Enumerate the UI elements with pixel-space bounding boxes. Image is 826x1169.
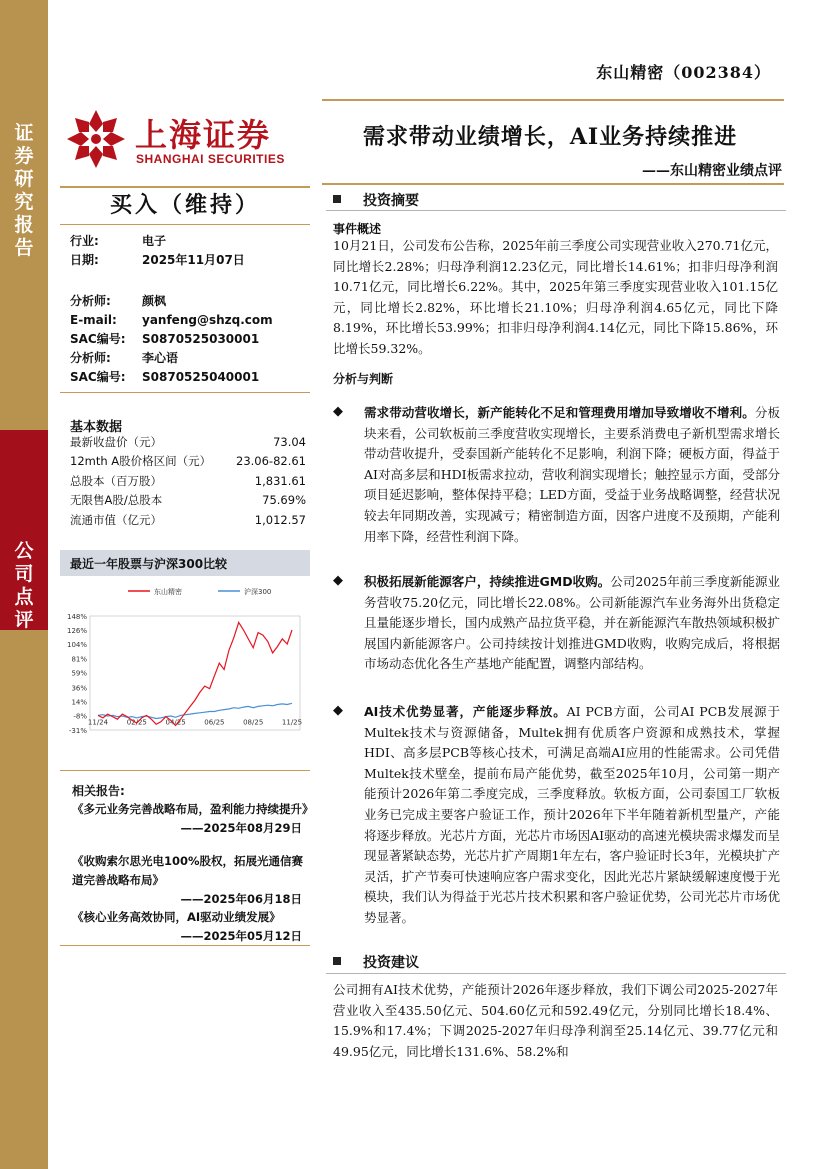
- event-overview-label: 事件概述: [333, 222, 382, 236]
- related-rule-bottom: [60, 945, 310, 946]
- analyst-email-row: E-mail: yanfeng@shzq.com: [70, 313, 273, 327]
- y-tick-label: 36%: [71, 684, 87, 693]
- square-bullet-icon: [333, 957, 341, 965]
- chart-canvas: [60, 576, 310, 745]
- related-rule: [60, 770, 310, 771]
- stock-chart: [60, 550, 310, 745]
- sidebar-char: 公: [14, 540, 34, 562]
- section-header-summary: 投资摘要: [333, 190, 419, 210]
- logo-text-en: SHANGHAI SECURITIES: [136, 152, 285, 166]
- sidebar-char: 券: [14, 145, 34, 167]
- x-tick-label: 02/25: [126, 718, 147, 727]
- analyst-row: 分析师: 颜枫: [70, 294, 167, 308]
- analysis-point: 需求带动营收增长，新产能转化不足和管理费用增加导致增收不增利。分板块来看，公司软板前三季度营收实现增长，主要系消费电子新机型需求增长带动营收提升，受泰国新产能转化不足影响，利润下降；硬板方面，得益于AI对高多层和HDI板需求拉动，营收利润实现增长；触控显示方面，受部分项目延迟影响，整体保持平稳；LED方面，受益于业务战略调整，经营状况较去年同期改善，实现减亏；精密制造方面，因客户进度不及预期，产能利用率下降，经营性利润下降。: [364, 405, 780, 544]
- section-header-advice: 投资建议: [333, 952, 419, 972]
- sidebar-char: 研: [14, 168, 34, 190]
- y-tick-label: -8%: [73, 712, 87, 721]
- rating: 买入（维持）: [109, 192, 260, 218]
- analysis-label: 分析与判断: [333, 372, 394, 386]
- chart-title: 最近一年股票与沪深300比较: [60, 550, 310, 576]
- related-report-title: 《多元业务完善战略布局，盈利能力持续提升》: [72, 802, 314, 816]
- related-report-date: ——2025年08月29日: [180, 821, 302, 835]
- basic-data-label: 流通市值（亿元）: [70, 512, 162, 527]
- basic-data-row: [70, 510, 306, 530]
- subhead-rule: [322, 183, 784, 185]
- report-type-label: [8, 122, 40, 260]
- event-overview-text: 10月21日，公司发布公告称，2025年前三季度公司实现营业收入270.71亿元，同比增长2.28%；归母净利润12.23亿元，同比增长14.61%；扣非归母净利润10.71亿元，同比增长6.22%。其中，2025年第三季度实现营业收入101.15亿元，同比增长2.82%，环比增长21.10%；归母净利润4.65亿元，同比下降8.19%，环比增长53.99%；扣非归母净利润4.14亿元，同比下降15.86%，环比增长59.32%。: [333, 238, 778, 356]
- y-tick-label: 59%: [71, 669, 87, 678]
- sidebar-char: 司: [14, 563, 34, 585]
- info-row-industry: 行业: 电子: [70, 234, 167, 248]
- y-tick-label: 81%: [71, 655, 87, 664]
- info-list: [70, 232, 245, 270]
- related-report-title: 《核心业务高效协同，AI驱动业绩发展》: [72, 910, 281, 924]
- diamond-bullet-icon: ◆: [333, 404, 343, 419]
- basic-data-label: 最新收盘价（元）: [70, 434, 162, 449]
- report-headline: 需求带动业绩增长，AI业务持续推进: [362, 124, 738, 150]
- basic-data-value: 23.06-82.61: [236, 454, 306, 469]
- legend-label: 沪深300: [244, 588, 272, 596]
- series-line-0: [98, 622, 292, 725]
- basic-data-value: 73.04: [273, 434, 306, 449]
- x-tick-label: 04/25: [165, 718, 186, 727]
- sidebar-char: 告: [14, 237, 34, 259]
- square-bullet-icon: [333, 195, 341, 203]
- y-tick-label: 104%: [66, 641, 87, 650]
- x-tick-label: 11/25: [281, 718, 303, 727]
- sidebar-char: 究: [14, 191, 34, 213]
- x-tick-label: 08/25: [243, 718, 264, 727]
- sidebar-char: 评: [14, 609, 34, 631]
- analyst-sac-row: SAC编号: S0870525040001: [70, 370, 260, 384]
- related-report-title: 《收购索尔思光电100%股权，拓展光通信赛道完善战略布局》: [72, 854, 304, 887]
- basic-data-row: [70, 452, 306, 472]
- investment-advice-text: 公司拥有AI技术优势，产能预计2026年逐步释放，我们下调公司2025-2027年营业收入至435.50亿元、504.60亿元和592.49亿元，分别同比增长18.4%、15.9%和17.4%；下调2025-2027年归母净利润至25.14亿元、39.77亿元和49.95亿元，同比增长131.6%、58.2%和: [333, 982, 778, 1059]
- sidebar-char: 证: [14, 122, 34, 144]
- basic-data-row: [70, 471, 306, 491]
- rating-rule-bottom: [60, 224, 310, 225]
- analysis-point: 积极拓展新能源客户，持续推进GMD收购。公司2025年前三季度新能源业务营收75.20亿元，同比增长22.08%。公司新能源汽车业务海外出货稳定且量能逐步增长，国内成熟产品拉货平稳，并在新能源汽车散热领域积极扩展国内新能源客户。公司持续按计划推进GMD收购，收购完成后，将根据市场动态优化各生产基地产能配置，调整内部结构。: [364, 574, 780, 672]
- basic-data-label: 总股本（百万股）: [70, 473, 162, 488]
- logo-mark-icon: [65, 108, 127, 170]
- basic-data-table: [70, 432, 306, 530]
- related-report-date: ——2025年05月12日: [180, 929, 302, 943]
- basic-data-value: 1,831.61: [254, 473, 306, 488]
- sidebar-char: 报: [14, 214, 34, 236]
- y-tick-label: 126%: [66, 627, 87, 636]
- company-code: 东山精密（002384）: [596, 63, 771, 82]
- analyst-row: 分析师: 李心语: [70, 351, 179, 365]
- x-tick-label: 06/25: [204, 718, 225, 727]
- related-report-date: ——2025年06月18日: [180, 892, 302, 906]
- sidebar-char: 点: [14, 586, 34, 608]
- diamond-bullet-icon: ◆: [333, 703, 343, 718]
- basic-data-row: [70, 491, 306, 511]
- section-rule: [326, 973, 786, 974]
- basic-data-title: 基本数据: [70, 420, 123, 435]
- analyst-list: [70, 292, 273, 387]
- y-tick-label: 14%: [71, 698, 87, 707]
- x-tick-label: 11/24: [87, 718, 109, 727]
- logo: [65, 108, 305, 178]
- analyst-rule: [60, 392, 310, 393]
- related-report-item[interactable]: [72, 908, 312, 946]
- related-report-item[interactable]: [72, 800, 312, 838]
- diamond-bullet-icon: ◆: [333, 573, 343, 588]
- report-subheadline: ——东山精密业绩点评: [642, 163, 782, 179]
- logo-text-cn: 上海证券: [135, 116, 272, 154]
- report-category-label: [8, 540, 40, 632]
- basic-data-row: [70, 432, 306, 452]
- basic-data-value: 75.69%: [262, 493, 306, 508]
- y-tick-label: -31%: [68, 727, 87, 735]
- related-report-item[interactable]: [72, 852, 312, 909]
- section-rule: [326, 210, 786, 211]
- basic-data-label: 无限售A股/总股本: [70, 493, 163, 508]
- basic-data-label: 12mth A股价格区间（元）: [70, 454, 212, 469]
- header-rule: [322, 99, 784, 101]
- related-reports-title: 相关报告:: [72, 784, 125, 798]
- y-tick-label: 148%: [66, 613, 87, 621]
- info-row-date: 日期: 2025年11月07日: [70, 253, 245, 267]
- basic-data-value: 1,012.57: [254, 512, 306, 527]
- analysis-point: AI技术优势显著，产能逐步释放。AI PCB方面，公司AI PCB发展源于Multek技术与资源储备，Multek拥有优质客户资源和成熟技术，掌握HDI、高多层PCB等核心技术，可满足高端AI应用的性能需求。公司凭借Multek技术壁垒，提前布局产能优势，截至2025年10月，公司第一期产能预计2026年第二季度完成，三季度释放。软板方面，公司泰国工厂软板业务已完成主要客户验证工作，预计2026年下半年随着新机型量产，产能将逐步释放。光芯片方面，光芯片市场因AI驱动的高速光模块需求爆发而呈现显著紧缺态势，光芯片扩产周期1年左右，客户验证时长3年，光模块扩产灵活，扩产节奏可快速响应客户需求变化，因此光芯片紧缺缓解速度慢于光模块，我们认为得益于光芯片技术积累和客户验证优势，公司光芯片市场优势显著。: [364, 704, 781, 925]
- analyst-sac-row: SAC编号: S0870525030001: [70, 332, 260, 346]
- legend-label: 东山精密: [154, 588, 182, 596]
